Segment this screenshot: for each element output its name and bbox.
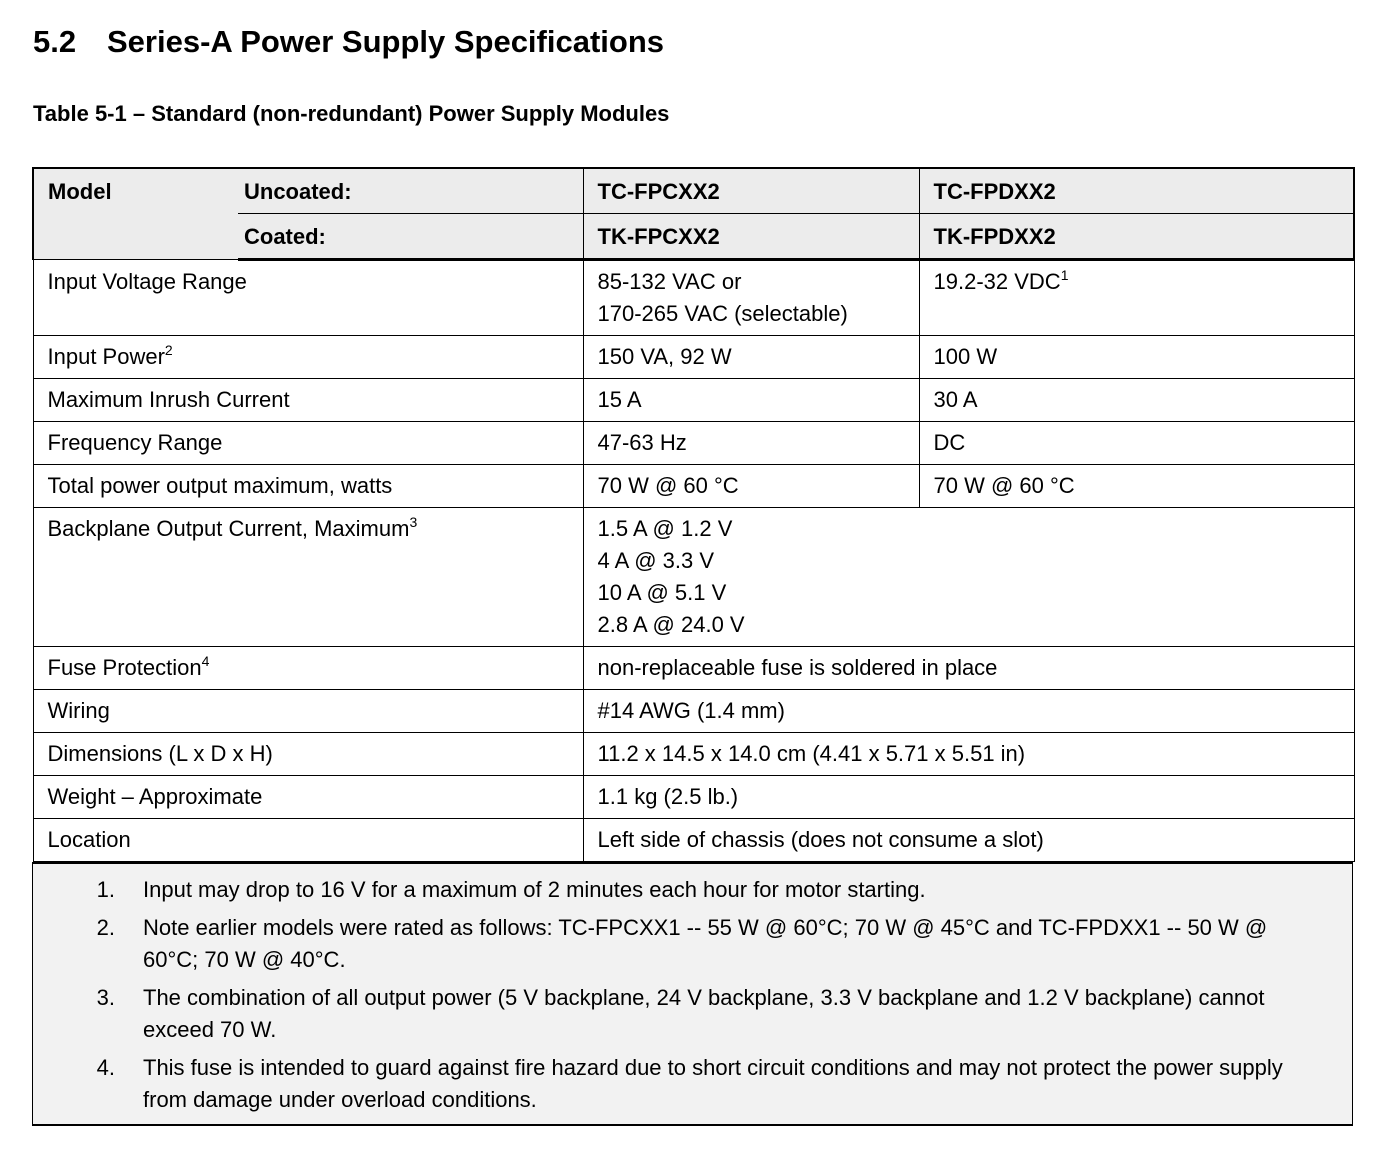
footnote-ref: 3	[409, 514, 418, 530]
table-row	[33, 422, 1354, 465]
row-value: non-replaceable fuse is soldered in place	[583, 647, 1354, 690]
footnote-number: 1.	[96, 877, 115, 902]
model-label: Model	[33, 168, 238, 260]
footnote-item	[33, 1052, 1312, 1116]
footnote-number: 3.	[96, 985, 115, 1010]
footnote-ref: 4	[201, 653, 210, 669]
section-heading	[33, 24, 664, 60]
row-label: Weight – Approximate	[33, 776, 583, 819]
footnote-text: This fuse is intended to guard against fire hazard due to short circuit conditions and may not protect the power supply from damage under overload conditions.	[143, 1055, 1283, 1112]
footnote-text: Input may drop to 16 V for a maximum of 2 minutes each hour for motor starting.	[143, 877, 926, 902]
label-text: Backplane Output Current, Maximum	[47, 516, 410, 541]
row-label: Wiring	[33, 690, 583, 733]
table-row	[33, 647, 1354, 690]
footnote-item	[33, 982, 1312, 1046]
value-line: 4 A @ 3.3 V	[597, 548, 715, 573]
footnote-text: The combination of all output power (5 V backplane, 24 V backplane, 3.3 V backplane and 1.2 V backplane) cannot exceed 70 W.	[143, 985, 1265, 1042]
section-number: 5.2	[33, 24, 77, 59]
row-value-dc: DC	[919, 422, 1354, 465]
row-value-ac	[583, 260, 919, 336]
label-text: Fuse Protection	[47, 655, 202, 680]
label-text: Input Power	[47, 344, 165, 369]
footnote-ref: 1	[1060, 267, 1069, 283]
spec-table	[32, 167, 1355, 862]
row-value: 11.2 x 14.5 x 14.0 cm (4.41 x 5.71 x 5.51 in)	[583, 733, 1354, 776]
table-row	[33, 336, 1354, 379]
table-row	[33, 776, 1354, 819]
uncoated-model-ac: TC-FPCXX2	[583, 168, 919, 214]
value-line: 10 A @ 5.1 V	[597, 580, 727, 605]
footnote-ref: 2	[164, 342, 173, 358]
coated-model-ac: TK-FPCXX2	[583, 214, 919, 260]
uncoated-label: Uncoated:	[238, 168, 583, 214]
header-row-uncoated	[33, 168, 1354, 214]
row-label: Location	[33, 819, 583, 862]
row-label	[33, 508, 583, 647]
table-row	[33, 260, 1354, 336]
row-value: #14 AWG (1.4 mm)	[583, 690, 1354, 733]
value-line: 2.8 A @ 24.0 V	[597, 612, 745, 637]
table-row	[33, 819, 1354, 862]
table-row	[33, 733, 1354, 776]
row-label	[33, 336, 583, 379]
row-label: Maximum Inrush Current	[33, 379, 583, 422]
footnote-text: Note earlier models were rated as follows: TC-FPCXX1 -- 55 W @ 60°C; 70 W @ 45°C and TC-FPDXX1 -- 50 W @ 60°C; 70 W @ 40°C.	[143, 915, 1268, 972]
row-label	[33, 647, 583, 690]
coated-label: Coated:	[238, 214, 583, 260]
row-value	[583, 508, 1354, 647]
coated-model-dc: TK-FPDXX2	[919, 214, 1354, 260]
footnote-number: 2.	[96, 915, 115, 940]
spec-table-container	[32, 167, 1353, 1126]
row-value-ac: 150 VA, 92 W	[583, 336, 919, 379]
row-value-dc	[919, 260, 1354, 336]
row-value-ac: 15 A	[583, 379, 919, 422]
row-label: Input Voltage Range	[33, 260, 583, 336]
row-value-dc: 100 W	[919, 336, 1354, 379]
row-value-dc: 70 W @ 60 °C	[919, 465, 1354, 508]
row-label: Dimensions (L x D x H)	[33, 733, 583, 776]
table-row	[33, 508, 1354, 647]
row-value-ac: 70 W @ 60 °C	[583, 465, 919, 508]
row-value-ac: 47-63 Hz	[583, 422, 919, 465]
uncoated-model-dc: TC-FPDXX2	[919, 168, 1354, 214]
table-row	[33, 690, 1354, 733]
row-value: 1.1 kg (2.5 lb.)	[583, 776, 1354, 819]
section-title: Series-A Power Supply Specifications	[107, 24, 665, 59]
row-label: Frequency Range	[33, 422, 583, 465]
value-text: 19.2-32 VDC	[933, 269, 1061, 294]
row-value-dc: 30 A	[919, 379, 1354, 422]
footnote-item	[33, 912, 1312, 976]
table-row	[33, 465, 1354, 508]
table-caption: Table 5-1 – Standard (non-redundant) Power Supply Modules	[33, 101, 670, 126]
value-line: 85-132 VAC or	[597, 269, 742, 294]
row-label: Total power output maximum, watts	[33, 465, 583, 508]
footnotes	[32, 862, 1353, 1126]
footnote-item	[33, 874, 1312, 906]
value-line: 1.5 A @ 1.2 V	[597, 516, 733, 541]
value-line: 170-265 VAC (selectable)	[597, 301, 848, 326]
table-row	[33, 379, 1354, 422]
row-value: Left side of chassis (does not consume a slot)	[583, 819, 1354, 862]
footnote-number: 4.	[96, 1055, 115, 1080]
